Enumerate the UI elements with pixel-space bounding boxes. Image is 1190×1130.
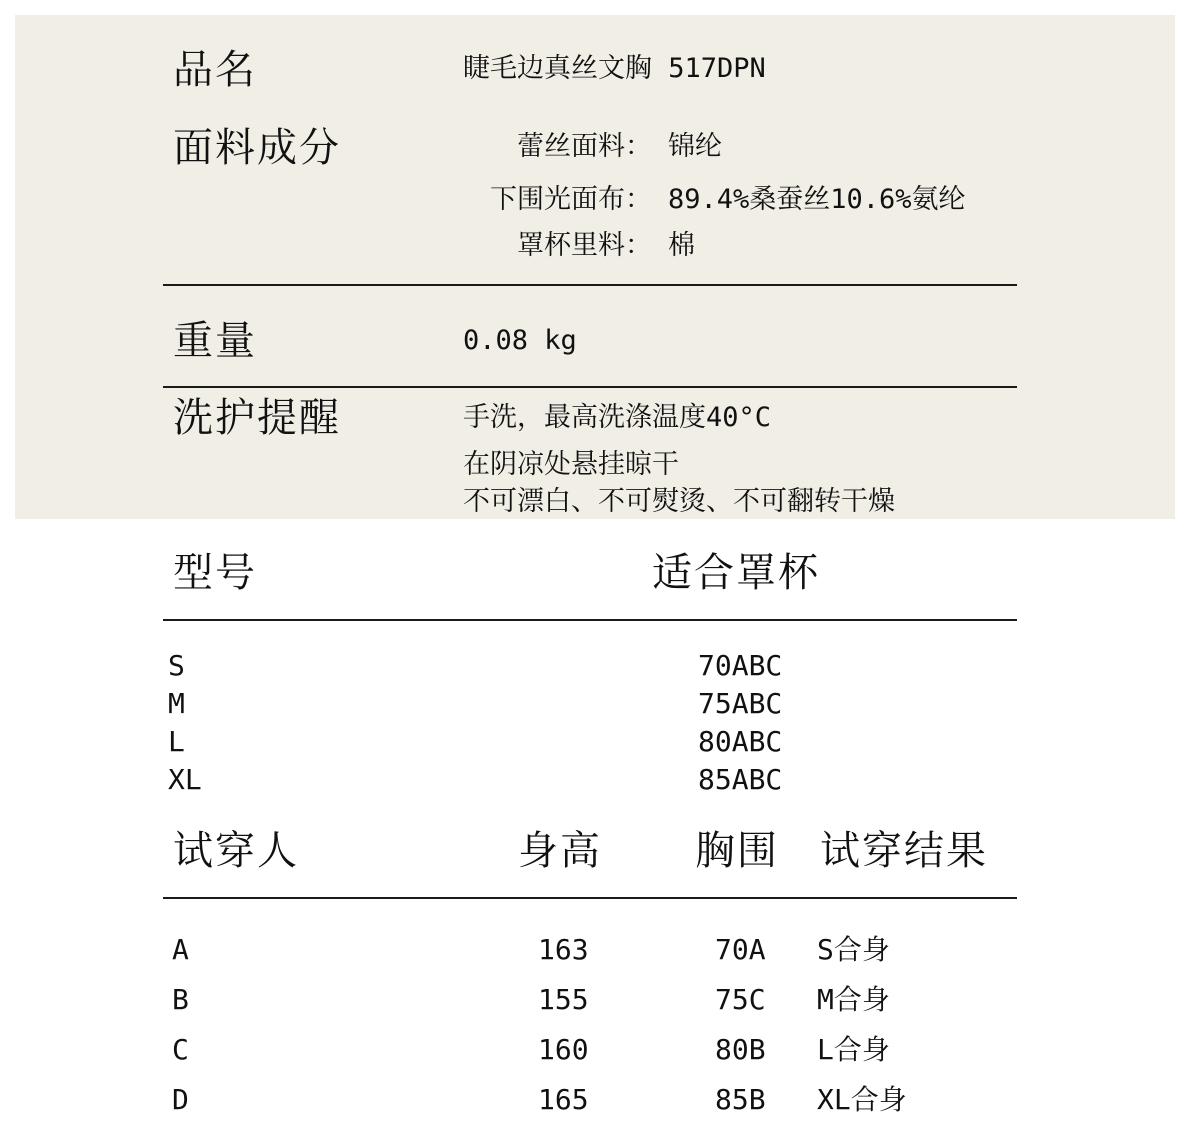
height-cell: 163 (538, 933, 589, 966)
divider (163, 897, 1017, 899)
care-line-prohibitions: 不可漂白、不可熨烫、不可翻转干燥 (463, 486, 895, 517)
fabric-material-band: 89.4%桑蚕丝10.6%氨纶 (668, 184, 966, 215)
result-column-header: 试穿结果 (820, 828, 988, 874)
care-label: 洗护提醒 (173, 395, 341, 441)
size-cell: S (168, 649, 185, 682)
size-cell: M (168, 687, 185, 720)
height-column-header: 身高 (518, 828, 602, 874)
cup-cell: 85ABC (698, 763, 783, 796)
size-cell: L (168, 725, 185, 758)
height-cell: 160 (538, 1033, 589, 1066)
person-cell: D (172, 1083, 189, 1116)
cup-cell: 80ABC (698, 725, 783, 758)
person-cell: B (172, 983, 189, 1016)
person-column-header: 试穿人 (173, 828, 299, 874)
care-line-wash: 手洗，最高洗涤温度40°C (463, 402, 772, 433)
divider (163, 386, 1017, 388)
fabric-part-band: 下围光面布： (490, 184, 652, 215)
bust-cell: 80B (715, 1033, 766, 1066)
person-cell: A (172, 933, 189, 966)
product-name-value: 睫毛边真丝文胸 517DPN (463, 53, 766, 84)
size-column-header: 型号 (173, 550, 257, 596)
cup-column-header: 适合罩杯 (652, 550, 820, 596)
cup-cell: 70ABC (698, 649, 783, 682)
person-cell: C (172, 1033, 189, 1066)
fabric-part-lining: 罩杯里料： (517, 230, 652, 261)
height-cell: 165 (538, 1083, 589, 1116)
care-line-dry: 在阴凉处悬挂晾干 (463, 449, 679, 480)
fabric-label: 面料成分 (173, 125, 341, 171)
bust-cell: 75C (715, 983, 766, 1016)
result-cell: M合身 (817, 983, 890, 1016)
product-name-label: 品名 (173, 47, 257, 93)
result-cell: S合身 (817, 933, 890, 966)
weight-value: 0.08 kg (463, 325, 577, 356)
fabric-material-lace: 锦纶 (668, 131, 722, 162)
weight-label: 重量 (173, 318, 257, 364)
divider (163, 619, 1017, 621)
fabric-material-lining: 棉 (668, 230, 695, 261)
bust-cell: 85B (715, 1083, 766, 1116)
bust-cell: 70A (715, 933, 766, 966)
cup-cell: 75ABC (698, 687, 783, 720)
size-cell: XL (168, 763, 202, 796)
bust-column-header: 胸围 (695, 828, 779, 874)
height-cell: 155 (538, 983, 589, 1016)
fabric-part-lace: 蕾丝面料： (517, 131, 652, 162)
result-cell: XL合身 (817, 1083, 907, 1116)
result-cell: L合身 (817, 1033, 890, 1066)
divider (163, 284, 1017, 286)
